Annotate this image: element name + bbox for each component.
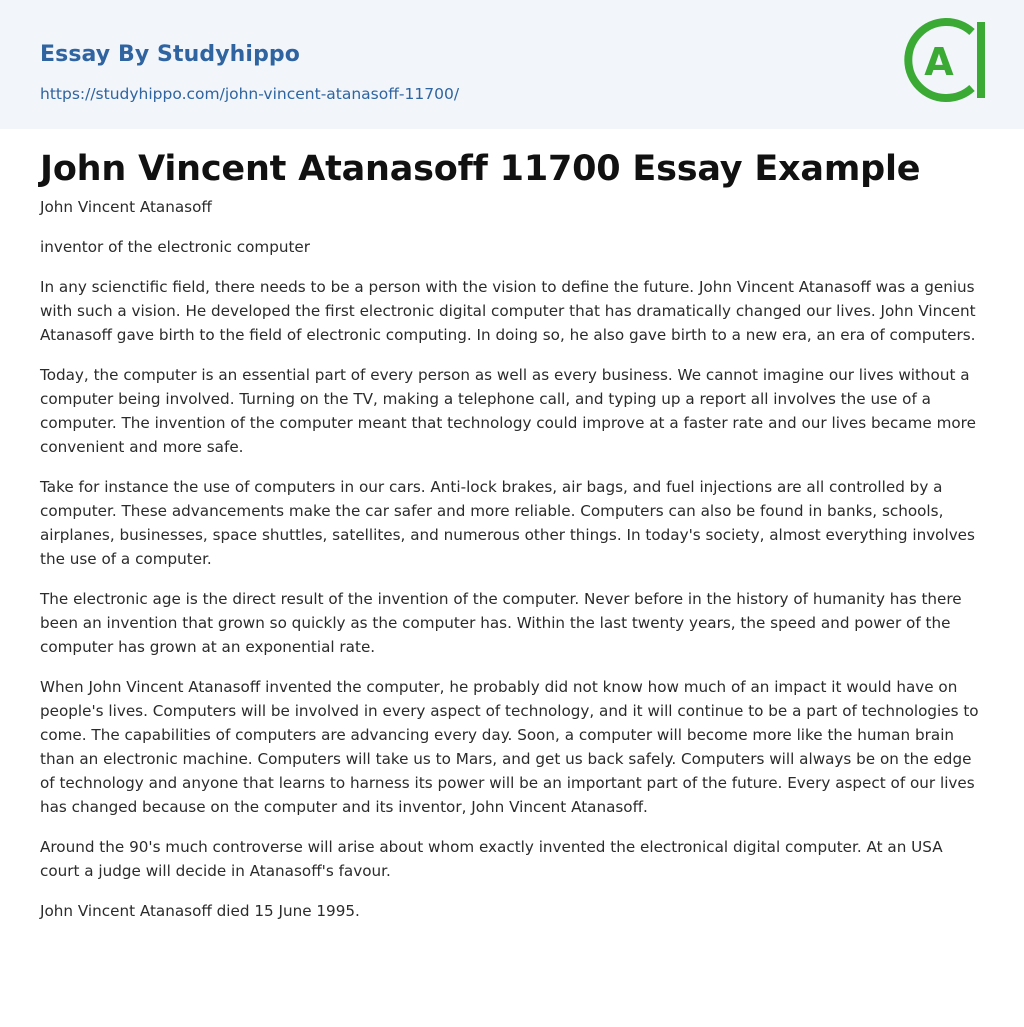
essay-body [40,195,984,923]
essay-paragraph: inventor of the electronic computer [40,238,311,256]
site-header [0,0,1024,129]
page-title: John Vincent Atanasoff 11700 Essay Example [40,149,921,189]
logo-letter: A [924,40,954,84]
site-title[interactable]: Essay By Studyhippo [40,42,300,67]
studyhippo-logo-icon[interactable] [900,14,992,106]
essay-paragraph: Take for instance the use of computers in our cars. Anti-lock brakes, air bags, and fuel injections are all controlled by a computer. These advancements make the car safer and more reliable. Computers can also be found in banks, schools, airplanes, businesses, space shuttles, satellites, and numerous other things. In today's society, almost everything involves the use of a computer. [40,478,975,568]
essay-paragraph: Around the 90's much controverse will arise about whom exactly invented the electronical digital computer. At an USA court a judge will decide in Atanasoff's favour. [40,838,943,880]
essay-paragraph: The electronic age is the direct result of the invention of the computer. Never before in the history of humanity has there been an invention that grown so quickly as the computer has. Within the last twenty years, the speed and power of the computer has grown at an exponential rate. [40,590,962,656]
essay-paragraph: John Vincent Atanasoff [40,198,212,216]
essay-paragraph: John Vincent Atanasoff died 15 June 1995. [40,902,360,920]
source-url-link[interactable]: https://studyhippo.com/john-vincent-atanasoff-11700/ [40,85,460,103]
essay-paragraph: Today, the computer is an essential part of every person as well as every business. We cannot imagine our lives without a computer being involved. Turning on the TV, making a telephone call, and typing up a report all involves the use of a computer. The invention of the computer meant that technology could improve at a faster rate and our lives became more convenient and more safe. [40,366,976,456]
main-content [0,129,1024,923]
essay-paragraph: When John Vincent Atanasoff invented the computer, he probably did not know how much of an impact it would have on people's lives. Computers will be involved in every aspect of technology, and it will continue to be a part of technologies to come. The capabilities of computers are advancing every day. Soon, a computer will become more like the human brain than an electronic machine. Computers will take us to Mars, and get us back safely. Computers will always be on the edge of technology and anyone that learns to harness its power will be an important part of the future. Every aspect of our lives has changed because on the computer and its inventor, John Vincent Atanasoff. [40,678,979,816]
essay-paragraph: In any scienctific field, there needs to be a person with the vision to define the future. John Vincent Atanasoff was a genius with such a vision. He developed the first electronic digital computer that has dramatically changed our lives. John Vincent Atanasoff gave birth to the field of electronic computing. In doing so, he also gave birth to a new era, an era of computers. [40,278,976,344]
